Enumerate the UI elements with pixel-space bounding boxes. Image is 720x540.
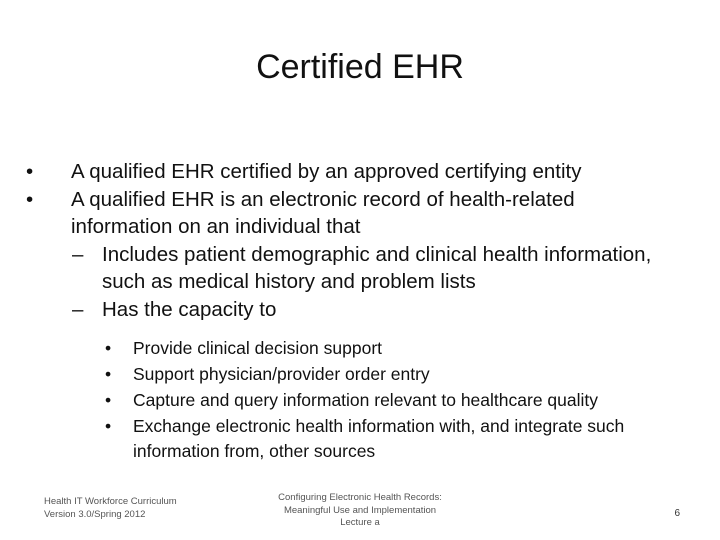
footer-course-info [250, 492, 470, 530]
bullet-marker: • [26, 160, 34, 183]
slide-body [0, 158, 720, 465]
capacity-item [105, 336, 673, 361]
capacity-text: Support physician/provider order entry [133, 364, 430, 384]
bullet-marker: • [105, 364, 112, 384]
footer-course-subtitle: Meaningful Use and Implementation [283, 504, 437, 516]
footer-course-title: Configuring Electronic Health Records: [278, 492, 442, 503]
bullet-marker: • [26, 187, 34, 211]
capacity-item [105, 414, 673, 463]
capacity-item [105, 362, 673, 387]
bullet-marker: • [105, 416, 112, 436]
footer-version: Version 3.0/Spring 2012 [44, 508, 146, 520]
capacity-list [0, 336, 720, 463]
bullet-text: A qualified EHR certified by an approved certifying entity [71, 160, 582, 183]
bullet-marker: • [105, 338, 112, 358]
capacity-text: Provide clinical decision support [133, 338, 383, 358]
capacity-item [105, 388, 673, 413]
sub-bullet-item [72, 296, 682, 324]
bullet-item [26, 186, 681, 241]
slide-title: Certified EHR [256, 48, 464, 86]
sub-bullet-text: Has the capacity to [102, 297, 277, 321]
dash-marker: – [72, 297, 84, 321]
footer-lecture: Lecture a [340, 517, 380, 528]
capacity-text: Exchange electronic health information with, and integrate such information from, other sources [133, 416, 625, 461]
sub-bullet-text: Includes patient demographic and clinical health information, such as medical history and problem lists [102, 242, 652, 293]
bullet-text: A qualified EHR is an electronic record of health-related information on an individual that [71, 187, 575, 238]
footer-curriculum-name: Health IT Workforce Curriculum [44, 496, 177, 507]
capacity-text: Capture and query information relevant to healthcare quality [133, 390, 598, 410]
dash-marker: – [72, 242, 84, 266]
bullet-marker: • [105, 390, 112, 410]
bullet-item [26, 158, 681, 186]
page-number: 6 [674, 508, 680, 519]
sub-bullet-item [72, 241, 682, 296]
footer-curriculum-info [44, 496, 177, 521]
